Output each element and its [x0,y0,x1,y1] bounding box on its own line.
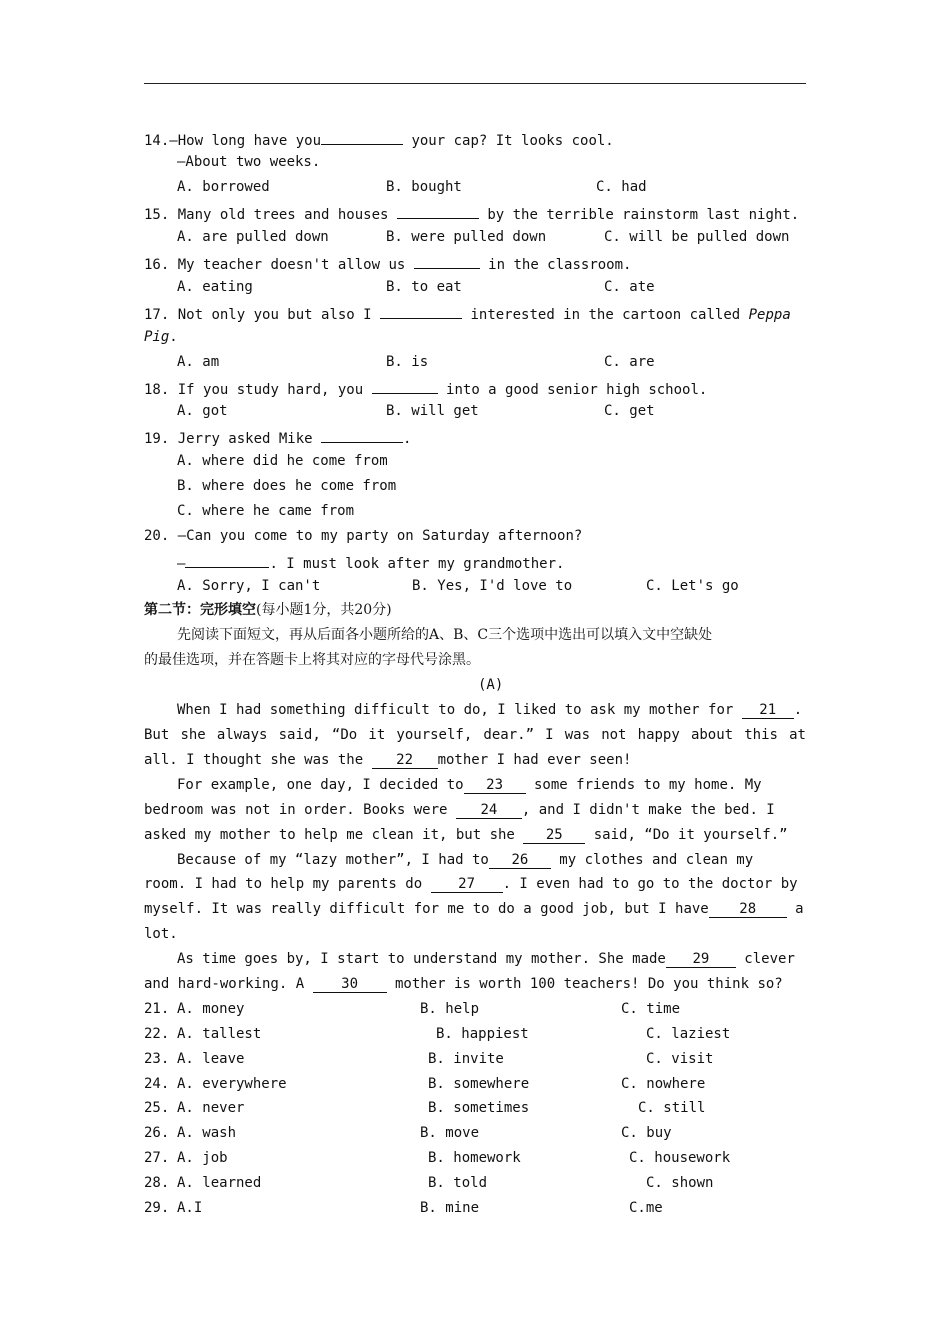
option: B. told [428,1175,488,1191]
option: C. nowhere [621,1076,706,1092]
option: C. time [621,1001,681,1017]
option: C. buy [621,1125,672,1141]
option: B. is [386,354,429,370]
option: B. bought [386,179,462,195]
cloze-blank-29: 29 [666,952,736,968]
passage-line: myself. It was really difficult for me to do a good job, but I have 28 a [144,901,804,917]
option: A. are pulled down [177,229,329,245]
answer-blank [185,552,269,568]
passage-label: (A) [478,677,504,693]
option: A. where did he come from [177,453,388,469]
option: B. mine [420,1200,480,1216]
cloze-blank-30: 30 [313,977,387,993]
question-16: 16. My teacher doesn't allow us in the classroom. [144,253,631,274]
option: A. Sorry, I can't [177,578,321,594]
cloze-blank-26: 26 [489,853,551,869]
passage-line: Because of my “lazy mother”, I had to 26 my clothes and clean my [177,852,754,868]
instructions-line-1: 先阅读下面短文，再从后面各小题所给的A、B、C三个选项中选出可以填入文中空缺处 [177,627,713,643]
option: C. visit [646,1051,714,1067]
option: C. laziest [646,1026,731,1042]
option: C. had [596,179,647,195]
option: B. somewhere [428,1076,530,1092]
option: A. everywhere [177,1076,287,1092]
passage-line: and hard-working. A 30 mother is worth 100 teachers! Do you think so? [144,976,783,992]
passage-line: room. I had to help my parents do 27 . I even had to go to the doctor by [144,876,798,892]
option: B. sometimes [428,1100,530,1116]
option: B. to eat [386,279,462,295]
answer-blank [380,303,462,319]
option: A. tallest [177,1026,262,1042]
cartoon-title: Peppa [748,307,791,323]
cloze-blank-27: 27 [431,877,503,893]
answer-blank [321,427,403,443]
option: C. housework [629,1150,731,1166]
question-15: 15. Many old trees and houses by the terrible rainstorm last night. [144,203,799,224]
cloze-blank-28: 28 [709,902,787,918]
passage-line: all. I thought she was the 22 mother I had ever seen! [144,752,632,768]
question-14-reply: —About two weeks. [177,154,321,170]
cloze-blank-23: 23 [464,778,526,794]
cloze-num: 28. [144,1175,170,1191]
passage-line: When I had something difficult to do, I liked to ask my mother for 21 . [177,702,803,718]
option: A. learned [177,1175,262,1191]
question-19: 19. Jerry asked Mike . [144,427,411,448]
cloze-num: 23. [144,1051,170,1067]
question-20: 20. —Can you come to my party on Saturday afternoon? [144,528,583,544]
cloze-num: 26. [144,1125,170,1141]
option: B. move [420,1125,480,1141]
option: A. leave [177,1051,245,1067]
answer-blank [321,129,403,145]
header-rule [144,83,806,84]
cloze-num: 22. [144,1026,170,1042]
option: B. help [420,1001,480,1017]
question-20-reply: — . I must look after my grandmother. [177,552,564,573]
cloze-blank-25: 25 [523,828,585,844]
option: B. where does he come from [177,478,397,494]
option: B. were pulled down [386,229,547,245]
option: A.I [177,1200,203,1216]
passage-line: For example, one day, I decided to 23 some friends to my home. My [177,777,762,793]
cloze-blank-21: 21 [742,703,794,719]
cloze-num: 21. [144,1001,170,1017]
option: C. will be pulled down [604,229,790,245]
cloze-num: 24. [144,1076,170,1092]
option: B. will get [386,403,479,419]
option: A. borrowed [177,179,270,195]
section-heading: 第二节：完形填空(每小题1分，共20分) [144,602,392,618]
option: C. are [604,354,655,370]
option: B. invite [428,1051,504,1067]
option: B. Yes, I'd love to [412,578,573,594]
cloze-num: 27. [144,1150,170,1166]
cloze-num: 29. [144,1200,170,1216]
option: A. money [177,1001,245,1017]
passage-line: But she always said, “Do it yourself, dear.” I was not happy about this at [144,727,806,743]
option: C. Let's go [646,578,739,594]
option: C. where he came from [177,503,355,519]
option: A. job [177,1150,228,1166]
question-14: 14.—How long have you your cap? It looks cool. [144,129,614,150]
answer-blank [414,253,480,269]
question-17-cont: Pig. [144,329,178,345]
cloze-blank-22: 22 [372,753,438,769]
option: B. homework [428,1150,521,1166]
option: C. still [638,1100,706,1116]
option: A. wash [177,1125,237,1141]
option: A. eating [177,279,253,295]
question-18: 18. If you study hard, you into a good senior high school. [144,378,707,399]
answer-blank [372,378,438,394]
answer-blank [397,203,479,219]
option: C. ate [604,279,655,295]
option: C. get [604,403,655,419]
option: B. happiest [436,1026,529,1042]
cloze-num: 25. [144,1100,170,1116]
passage-line: bedroom was not in order. Books were 24 , and I didn't make the bed. I [144,802,775,818]
passage-line: lot. [144,926,178,942]
option: A. am [177,354,220,370]
passage-line: asked my mother to help me clean it, but she 25 said, “Do it yourself.” [144,827,788,843]
option: A. never [177,1100,245,1116]
passage-line: As time goes by, I start to understand my mother. She made 29 clever [177,951,795,967]
cloze-blank-24: 24 [456,803,522,819]
instructions-line-2: 的最佳选项，并在答题卡上将其对应的字母代号涂黑。 [144,652,480,668]
question-17: 17. Not only you but also I interested in the cartoon called Peppa [144,303,791,324]
option: A. got [177,403,228,419]
option: C.me [629,1200,663,1216]
option: C. shown [646,1175,714,1191]
